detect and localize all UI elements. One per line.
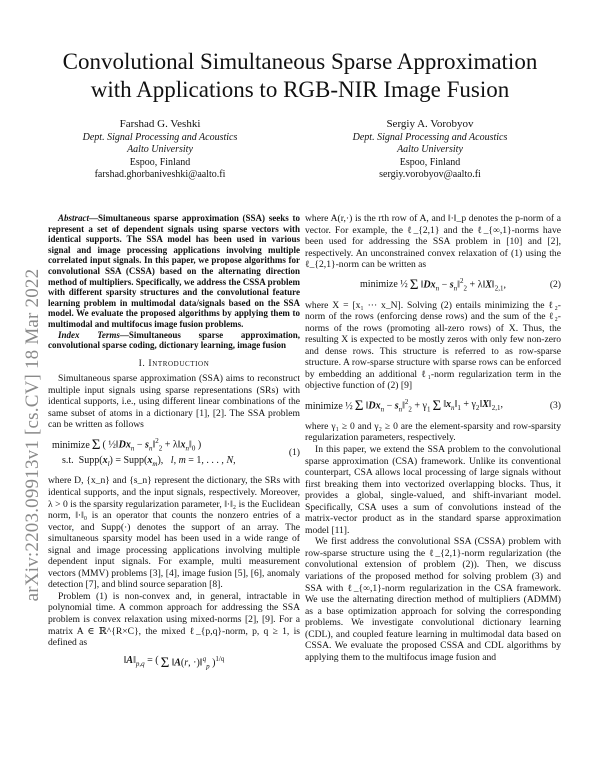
author-email: sergiy.vorobyov@aalto.fi [379,169,481,180]
section-heading-introduction: I. Introduction [138,357,210,369]
title-line-2: with Applications to RGB-NIR Image Fusion [90,77,510,102]
left-column [48,213,300,678]
paper-title [40,48,560,104]
right-paragraph-4: In this paper, we extend the SSA problem to the convolutional sparse approximation (CSA) framework. Unlike its conventional counterpart, CSA allows local processing of large signals without first breaking them into vectorized overlapping blocks. Thus, it provides a global, single-valued, and shift-invariant model. Specifically, CSA uses a sum of convolutions instead of the matrix-vector product as in the standard sparse approximation model [11]. [305,443,561,536]
equation-1: minimize Σ ( $\frac{1}{2}‖Dx_n$ − $s_n‖^2_2$ + $\lambda‖x_n‖_0$ ) s.t. $Supp(x_l)$ = $Supp(x_m)$, l, m = 1, . . . , N, (1) [52,437,300,468]
author-city: Espoo, Finland [399,156,461,168]
equation-1-number: (1) [288,447,300,459]
right-paragraph-1: where A(r,·) is the rth row of A, and ‖·‖_p denotes the p-norm of a vector. For example, the ℓ_{2,1} and the ℓ_{∞,1}-norms have been used for addressing the SSA problem in [10] and [2], respectively. An unconstrained convex relaxation of (1) using the ℓ_{2,1}-norm can be written as [305,213,561,271]
equation-2: minimize ½ Σ $‖Dx_n$ − $s_n‖^2_2$ + $\lambda‖X‖_{2,1}$, (2) [360,276,561,294]
right-column [305,213,561,663]
equation-mixed-norm: $‖A‖_{p,q}$ = ( Σ ‖A(r, ·)‖$^q_p$ )$^{1/q}$ [123,654,225,672]
author-name: Sergiy A. Vorobyov [386,118,474,130]
author-city: Espoo, Finland [129,156,191,168]
author-dept: Dept. Signal Processing and Acoustics [352,131,508,143]
intro-paragraph-2: where D, {x_n} and {s_n} represent the dictionary, the SRs with identical supports, and the input signals, respectively. Moreover, λ > 0 is the sparsity regularization parameter, ‖·‖₂ is the Euclidean norm, ‖·‖₀ is an operator that counts the nonzero entries of a vector, and Supp(·) denotes the support of an array. The simultaneous sparsity model has been used in a wide range of signal and image processing applications involving multiple dependent input signals. For example, multi measurement vectors (MMV) problems [3], [4], image fusion [5], [6], anomaly detection [7], and blind source separation [8]. [48,475,300,591]
right-paragraph-5: We first address the convolutional SSA (CSSA) problem with row-sparse structure using the ℓ_{2,1}-norm regularization (the convolutional extension of problem (2)). Then, we discuss variations of the proposed method for solving problem (3) and SSA with ℓ_{∞,1}-norm regularization in the CSA framework. We use the alternating direction method of multipliers (ADMM) as a base optimization approach for solving the corresponding problems. We investigate convolutional dictionary learning (CDL), and coupled feature learning in multimodal data based on CSSA. We evaluate the proposed CSSA and CDL algorithms by applying them to the multifocus image fusion and [305,536,561,663]
abstract [48,213,300,330]
author-1 [40,118,280,182]
intro-paragraph-1: Simultaneous sparse approximation (SSA) aims to reconstruct multiple input signals using sparse representations (SRs) with identical supports, i.e., using different linear combinations of the same subset of atoms in a dictionary [1], [2]. The SSA problem can be written as follows [48,373,300,431]
title-line-1: Convolutional Simultaneous Sparse Approximation [62,49,538,74]
author-dept: Dept. Signal Processing and Acoustics [82,131,238,143]
abstract-text: —Simultaneous sparse approximation (SSA) seeks to represent a set of dependent signals using sparse vectors with identical supports. The SSA model has been used in various signal and image processing applications involving multiple correlated input signals. In this paper, we propose algorithms for convolutional SSA (CSSA) based on the alternating direction method of multipliers. Specifically, we address the CSSA problem with different sparsity structures and the convolutional feature learning problem in multimodal data/signals based on the SSA model. We evaluate the proposed algorithms by applying them to multimodal and multifocus image fusion problems. [48,213,300,329]
author-2 [310,118,550,182]
equation-3-number: (3) [549,400,561,412]
author-email: farshad.ghorbaniveshki@aalto.fi [94,169,226,180]
author-univ: Aalto University [127,144,193,155]
abstract-lead: Abstract [58,213,90,223]
index-terms-lead: Index Terms [58,329,120,340]
intro-paragraph-3: Problem (1) is non-convex and, in general, intractable in polynomial time. A common approach for addressing the SSA problem is convex relaxation using mixed-norms [2], [9]. For a matrix A ∈ ℝ^{R×C}, the mixed ℓ_{p,q}-norm, p, q ≥ 1, is defined as [48,590,300,649]
index-terms [48,330,300,351]
equation-3: minimize ½ Σ $‖Dx_n$ − $s_n‖^2_2 + \gamma_1$ Σ $‖x_n‖_1$ + $\gamma_2‖X‖_{2,1}$, (3) [305,397,561,415]
right-paragraph-2: where X = [x₁ ··· x_N]. Solving (2) entails minimizing the ℓ₂-norm of the rows (enforcing dense rows) and the sum of the ℓ₂-norms of the rows (promoting all-zero rows) of X. Thus, the resulting X is expected to be mostly zeros with only few non-zero and dense rows. This structure is referred to as row-sparse structure. A row-sparse structure with sparse rows can be enforced by embedding an additional ℓ₁-norm regularization term in the objective function of (2) [9] [305,299,561,392]
index-terms-text: —Simultaneous sparse approximation, convolutional sparse coding, dictionary learning, image fusion [48,329,300,351]
arxiv-identifier: arXiv:2203.09913v1 [cs.CV] 18 Mar 2022 [22,268,43,602]
author-univ: Aalto University [397,144,463,155]
right-paragraph-3: where γ₁ ≥ 0 and γ₂ ≥ 0 are the element-sparsity and row-sparsity regularization parameters, respectively. [305,420,561,444]
author-name: Farshad G. Veshki [119,118,201,130]
equation-2-number: (2) [549,279,561,291]
